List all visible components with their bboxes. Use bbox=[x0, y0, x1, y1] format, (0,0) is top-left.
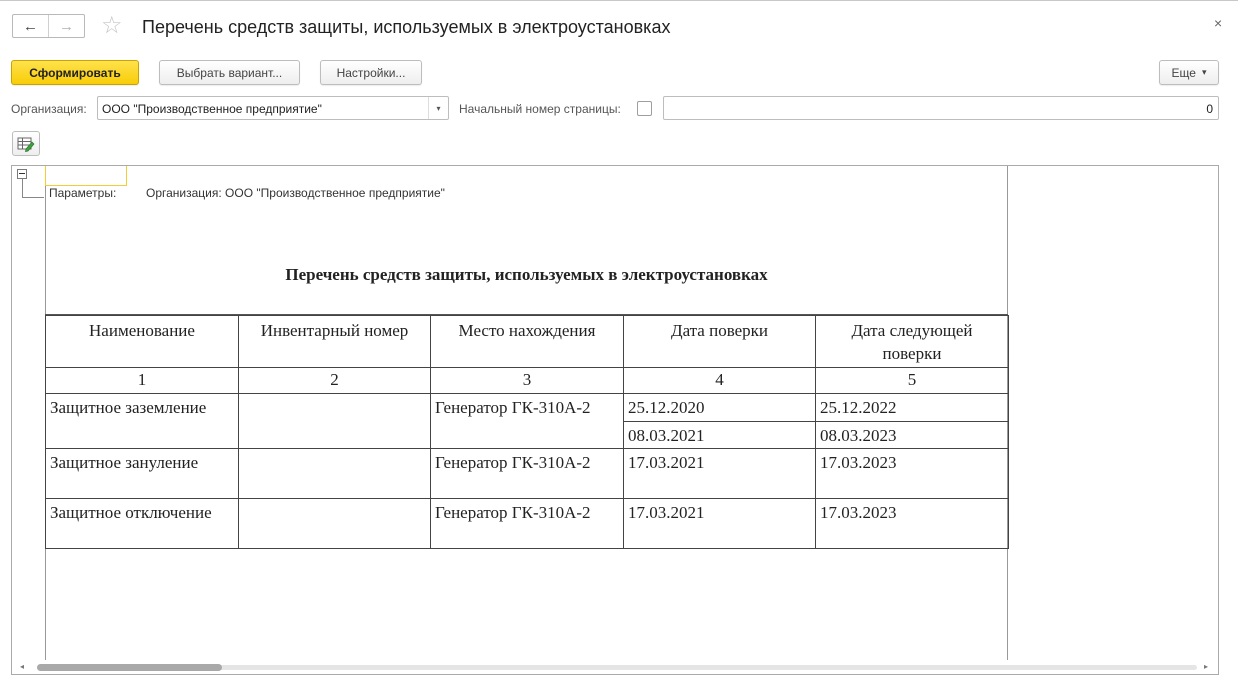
scroll-left-icon[interactable]: ◂ bbox=[20, 662, 25, 671]
start-page-label: Начальный номер страницы: bbox=[459, 102, 621, 116]
row-location[interactable]: Генератор ГК-310А-2 bbox=[431, 449, 624, 499]
params-value: Организация: ООО "Производственное предприятие" bbox=[146, 186, 445, 200]
start-page-checkbox[interactable] bbox=[637, 101, 652, 116]
row-check-dates bbox=[624, 394, 816, 449]
check-date-cell[interactable]: 17.03.2021 bbox=[624, 449, 816, 499]
header-name[interactable]: Наименование bbox=[46, 316, 239, 368]
row-inventory[interactable] bbox=[239, 449, 431, 499]
next-date-cell[interactable]: 08.03.2023 bbox=[816, 421, 1008, 448]
row-name[interactable]: Защитное зануление bbox=[46, 449, 239, 499]
report-title: Перечень средств защиты, используемых в электроустановках bbox=[285, 265, 768, 284]
close-icon[interactable]: × bbox=[1214, 15, 1223, 31]
table-row bbox=[46, 449, 1009, 499]
window-top-border bbox=[0, 0, 1238, 1]
row-inventory[interactable] bbox=[239, 394, 431, 449]
generate-button[interactable]: Сформировать bbox=[11, 60, 139, 85]
selected-cell[interactable] bbox=[45, 166, 127, 186]
column-number[interactable]: 1 bbox=[46, 368, 239, 394]
column-number[interactable]: 4 bbox=[624, 368, 816, 394]
row-inventory[interactable] bbox=[239, 499, 431, 549]
next-date-cell[interactable]: 17.03.2023 bbox=[816, 449, 1009, 499]
header-inventory[interactable]: Инвентарный номер bbox=[239, 316, 431, 368]
edit-table-icon bbox=[17, 136, 35, 152]
collapse-group-icon[interactable] bbox=[17, 169, 27, 179]
table-header-row bbox=[46, 316, 1009, 368]
forward-icon[interactable]: → bbox=[48, 15, 84, 37]
choose-variant-button[interactable]: Выбрать вариант... bbox=[159, 60, 300, 85]
header-check-date[interactable]: Дата поверки bbox=[624, 316, 816, 368]
column-numbers-row bbox=[46, 368, 1009, 394]
report-document[interactable] bbox=[11, 165, 1219, 675]
table-row bbox=[46, 394, 1009, 449]
start-page-number-value: 0 bbox=[1206, 102, 1213, 116]
horizontal-scrollbar[interactable] bbox=[12, 660, 1218, 674]
table-row bbox=[46, 499, 1009, 549]
next-date-cell[interactable]: 25.12.2022 bbox=[820, 398, 897, 417]
params-label: Параметры: bbox=[49, 186, 117, 200]
header-next-check-date[interactable]: Дата следующей поверки bbox=[816, 316, 1009, 368]
column-number[interactable]: 2 bbox=[239, 368, 431, 394]
favorite-star-icon[interactable]: ☆ bbox=[101, 12, 123, 39]
dropdown-arrow-icon[interactable]: ▾ bbox=[428, 97, 448, 119]
row-next-dates bbox=[816, 394, 1009, 449]
group-line bbox=[22, 197, 44, 198]
window-title: Перечень средств защиты, используемых в электроустановках bbox=[142, 17, 671, 37]
edit-report-button[interactable] bbox=[12, 131, 40, 156]
header-location[interactable]: Место нахождения bbox=[431, 316, 624, 368]
row-name[interactable]: Защитное заземление bbox=[46, 394, 239, 449]
settings-button[interactable]: Настройки... bbox=[320, 60, 422, 85]
more-button[interactable] bbox=[1159, 60, 1219, 85]
report-table bbox=[45, 315, 1009, 549]
column-number[interactable]: 3 bbox=[431, 368, 624, 394]
navigation-buttons bbox=[12, 14, 85, 38]
group-line bbox=[22, 179, 23, 197]
organization-label: Организация: bbox=[11, 102, 87, 116]
scroll-thumb[interactable] bbox=[37, 664, 222, 671]
organization-value: ООО "Производственное предприятие" bbox=[102, 102, 322, 116]
next-date-cell[interactable]: 17.03.2023 bbox=[816, 499, 1009, 549]
check-date-cell[interactable]: 17.03.2021 bbox=[624, 499, 816, 549]
row-location[interactable]: Генератор ГК-310А-2 bbox=[431, 499, 624, 549]
row-name[interactable]: Защитное отключение bbox=[46, 499, 239, 549]
more-label: Еще bbox=[1171, 65, 1196, 80]
row-location[interactable]: Генератор ГК-310А-2 bbox=[431, 394, 624, 449]
check-date-cell[interactable]: 08.03.2021 bbox=[624, 421, 815, 448]
start-page-number-field[interactable] bbox=[663, 96, 1219, 120]
back-icon[interactable]: ← bbox=[23, 17, 38, 35]
check-date-cell[interactable]: 25.12.2020 bbox=[628, 398, 705, 417]
scroll-right-icon[interactable]: ▸ bbox=[1204, 662, 1209, 671]
chevron-down-icon: ▾ bbox=[1201, 67, 1207, 77]
organization-field[interactable] bbox=[97, 96, 449, 120]
column-number[interactable]: 5 bbox=[816, 368, 1009, 394]
